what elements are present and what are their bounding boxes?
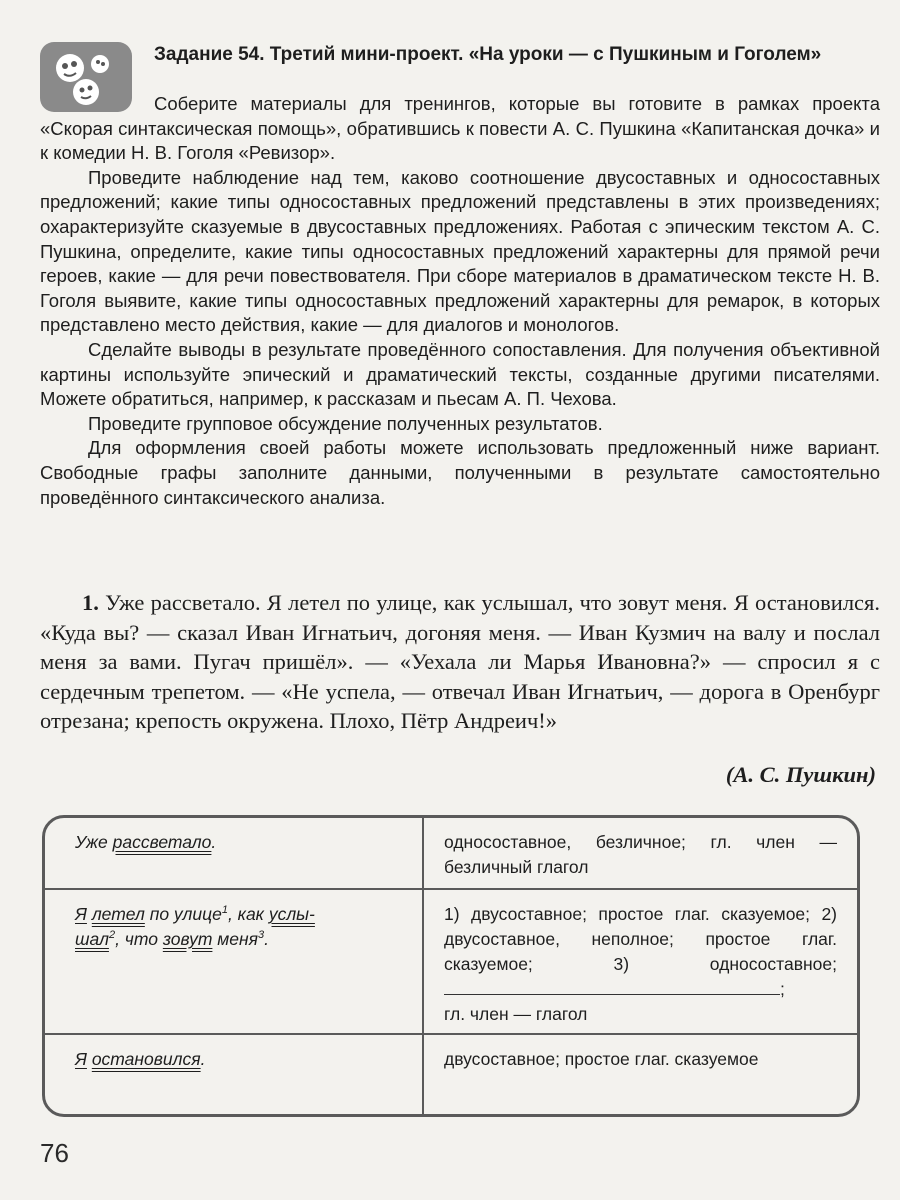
- table-cell-sentence: [45, 1035, 424, 1117]
- table-cell-analysis: двусоставное; простое глаг. сказуемое: [444, 1049, 759, 1069]
- analysis-text: гл. член — глагол: [444, 1004, 588, 1024]
- analysis-text: 1) двусоставное; простое глаг. сказуемое; 2) двусоставное, неполное; простое глаг. сказуемое; 3) односоставное;: [444, 904, 837, 974]
- word: по улице: [149, 904, 222, 924]
- task-paragraph-2: Проведите наблюдение над тем, каково соотношение двусоставных и односоставных предложений; какие типы односоставных предложений представлены в этих произведениях; охарактеризуйте сказуемые в двусоставных предложениях. Работая с эпическим текстом А. С. Пушкина, определите, какие типы односоставных предложений характерны для прямой речи героев, какие — для речи повествователя. При сборе материалов в драматическом тексте Н. В. Гоголя выявите, какие типы односоставных предложений характерны для ремарок, в которых представлено место действия, какие — для диалогов и монологов.: [40, 166, 880, 336]
- page-number: 76: [40, 1138, 69, 1168]
- table-cell-sentence: [45, 890, 424, 1033]
- footnote-mark: 2: [108, 929, 116, 942]
- punctuation: .: [211, 832, 217, 852]
- table-cell-sentence: [45, 818, 424, 888]
- quote-number: 1.: [82, 590, 99, 615]
- table-row: [45, 890, 857, 1033]
- analysis-table: [42, 815, 860, 1117]
- predicate-word: летел: [91, 904, 145, 924]
- word: Уже: [75, 832, 108, 852]
- punctuation: .: [264, 929, 269, 949]
- table-row: [45, 1035, 857, 1117]
- footnote-mark: 1: [221, 904, 228, 917]
- table-cell-analysis: [424, 890, 857, 1033]
- task-paragraph-1: Соберите материалы для тренингов, которые вы готовите в рамках проекта «Скорая синтаксическая помощь», обратившись к повести А. С. Пушкина «Капитанская дочка» и к комедии Н. В. Гоголя «Ревизор».: [40, 93, 880, 164]
- word: , что: [115, 929, 158, 949]
- task-instructions: [40, 92, 880, 510]
- quote-text: Уже рассветало. Я летел по улице, как услышал, что зовут меня. Я остановился. «Куда вы? — сказал Иван Игнатьич, догоняя меня. — Иван Кузмич на валу и послал меня за вами. Пугач пришёл». — «Уехала ли Марья Ивановна?» — спросил я с сердечным трепетом. — «Не успела, — отвечал Иван Игнатьич, — дорога в Оренбург отрезана; крепость окружена. Плохо, Пётр Андреич!»: [40, 590, 881, 733]
- fill-in-blank[interactable]: [444, 980, 780, 995]
- task-title: Задание 54. Третий мини-проект. «На уроки — с Пушкиным и Гоголем»: [154, 44, 822, 65]
- predicate-word: шал: [75, 929, 109, 949]
- punctuation: .: [200, 1049, 206, 1069]
- table-row: [45, 818, 857, 888]
- quote-author: (А. С. Пушкин): [725, 762, 876, 787]
- subject-word: Я: [75, 1049, 87, 1069]
- predicate-word: остановился: [91, 1049, 201, 1069]
- literary-quote: [40, 588, 880, 736]
- word: меня: [217, 929, 258, 949]
- task-paragraph-3: Сделайте выводы в результате проведённого сопоставления. Для получения объективной картины используйте эпический и драматический тексты, созданные другими писателями. Можете обратиться, например, к рассказам и пьесам А. П. Чехова.: [40, 338, 880, 410]
- footnote-mark: 3: [258, 929, 265, 942]
- predicate-word: зовут: [162, 929, 213, 949]
- predicate-word: услы-: [268, 904, 315, 924]
- task-paragraph-4: Проведите групповое обсуждение полученных результатов.: [88, 412, 603, 434]
- punctuation: ;: [780, 979, 785, 999]
- task-paragraph-5: Для оформления своей работы можете использовать предложенный ниже вариант. Свободные графы заполните данными, полученными в результате самостоятельно проведённого синтаксического анализа.: [40, 437, 880, 508]
- predicate-word: рассветало: [112, 832, 212, 852]
- table-cell-analysis: односоставное, безличное; гл. член — безличный глагол: [444, 832, 837, 877]
- word: , как: [227, 904, 264, 924]
- subject-word: Я: [75, 904, 87, 924]
